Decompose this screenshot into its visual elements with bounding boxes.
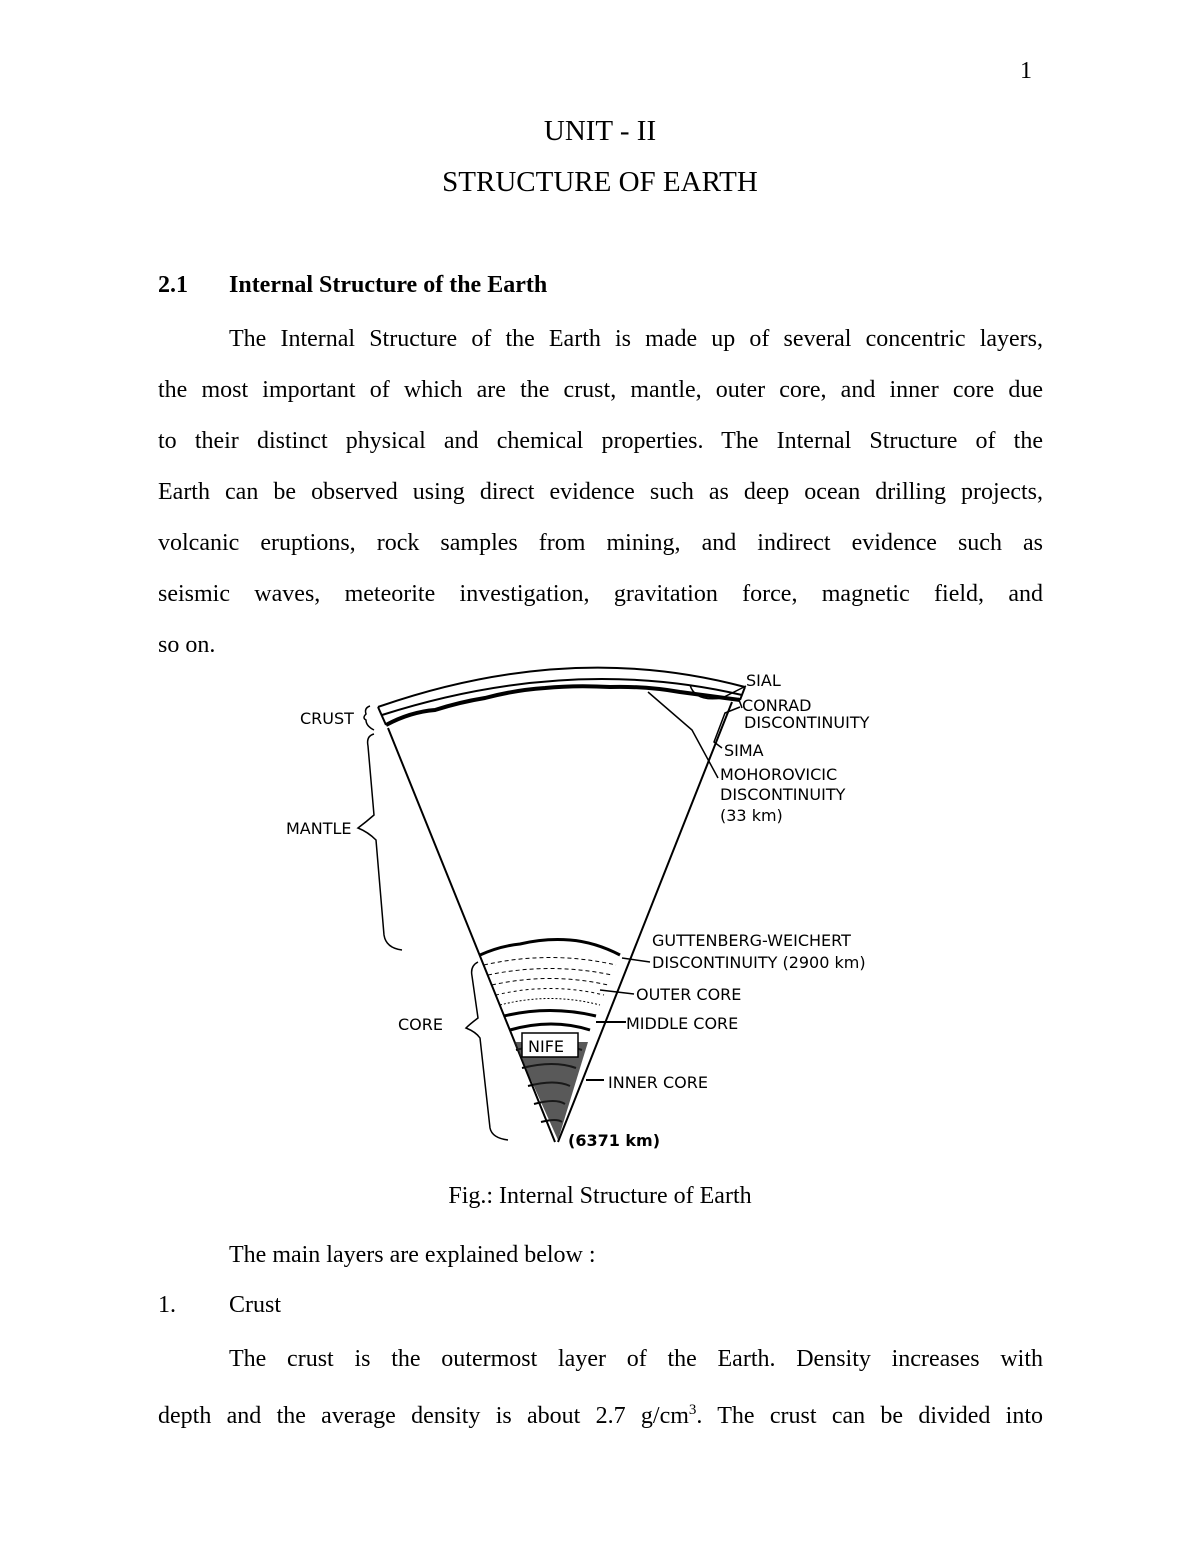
moho-label-line1: MOHOROVICIC — [720, 765, 838, 784]
unit-title: UNIT - II — [543, 115, 657, 147]
crust-left-edge — [378, 707, 386, 725]
paragraph-line: seismic waves, meteorite investigation, gravitation force, magnetic field, and — [158, 581, 1043, 607]
sector-left-side — [388, 728, 555, 1142]
core-label: CORE — [398, 1015, 443, 1034]
conrad-label-line2: DISCONTINUITY — [744, 713, 870, 732]
conrad-label-line1: CONRAD — [742, 696, 812, 715]
crust-label: CRUST — [300, 709, 354, 728]
paragraph-line: The Internal Structure of the Earth is made up of several concentric layers, — [229, 326, 1043, 352]
moho-label-line3: (33 km) — [720, 806, 783, 825]
paragraph-line: Earth can be observed using direct evidence such as deep ocean drilling projects, — [158, 479, 1043, 505]
gutenberg-leader — [622, 958, 650, 962]
figure-caption: Fig.: Internal Structure of Earth — [448, 1183, 752, 1209]
moho-line — [386, 686, 740, 725]
outer-core-label: OUTER CORE — [636, 985, 742, 1004]
layers-intro: The main layers are explained below : — [229, 1242, 596, 1268]
middle-core-boundary — [504, 1011, 596, 1017]
mantle-label: MANTLE — [286, 819, 352, 838]
paragraph-text: depth and the average density is about 2.7 g/cm — [158, 1403, 689, 1429]
mantle-brace — [358, 734, 402, 950]
paragraph-line: The crust is the outermost layer of the Earth. Density increases with — [229, 1346, 1043, 1372]
moho-label-line2: DISCONTINUITY — [720, 785, 846, 804]
nife-label: NIFE — [528, 1037, 564, 1056]
paragraph-line: so on. — [158, 632, 216, 658]
paragraph-line: volcanic eruptions, rock samples from mining, and indirect evidence such as — [158, 530, 1043, 556]
paragraph-text: . The crust can be divided into — [696, 1403, 1043, 1429]
sial-label: SIAL — [746, 671, 781, 690]
depth-label: (6371 km) — [568, 1131, 661, 1150]
gutenberg-label-line1: GUTTENBERG-WEICHERT — [652, 931, 851, 950]
crust-paragraph — [158, 1334, 1043, 1436]
section-heading-text: Internal Structure of the Earth — [229, 272, 548, 298]
paragraph-line: to their distinct physical and chemical properties. The Internal Structure of the — [158, 428, 1043, 454]
paragraph-line — [158, 1385, 1043, 1436]
crust-brace — [364, 706, 374, 730]
gutenberg-line — [480, 940, 620, 956]
paragraph-line: the most important of which are the crust, mantle, outer core, and inner core due — [158, 377, 1043, 403]
earth-structure-figure — [270, 650, 930, 1160]
main-title: STRUCTURE OF EARTH — [442, 166, 758, 198]
middle-core-label: MIDDLE CORE — [626, 1014, 739, 1033]
superscript: 3 — [688, 1402, 697, 1418]
list-item-crust — [158, 1292, 281, 1319]
section-number: 2.1 — [158, 272, 188, 298]
intro-paragraph — [158, 314, 1043, 671]
earth-structure-diagram — [270, 650, 930, 1160]
list-item-number: 1. — [158, 1292, 176, 1318]
inner-core-label: INNER CORE — [608, 1073, 708, 1092]
sima-label: SIMA — [724, 741, 764, 760]
list-item-label: Crust — [229, 1292, 282, 1318]
core-brace — [466, 962, 508, 1140]
gutenberg-label-line2: DISCONTINUITY (2900 km) — [652, 953, 866, 972]
section-heading — [158, 272, 547, 299]
page-number: 1 — [1020, 58, 1032, 84]
